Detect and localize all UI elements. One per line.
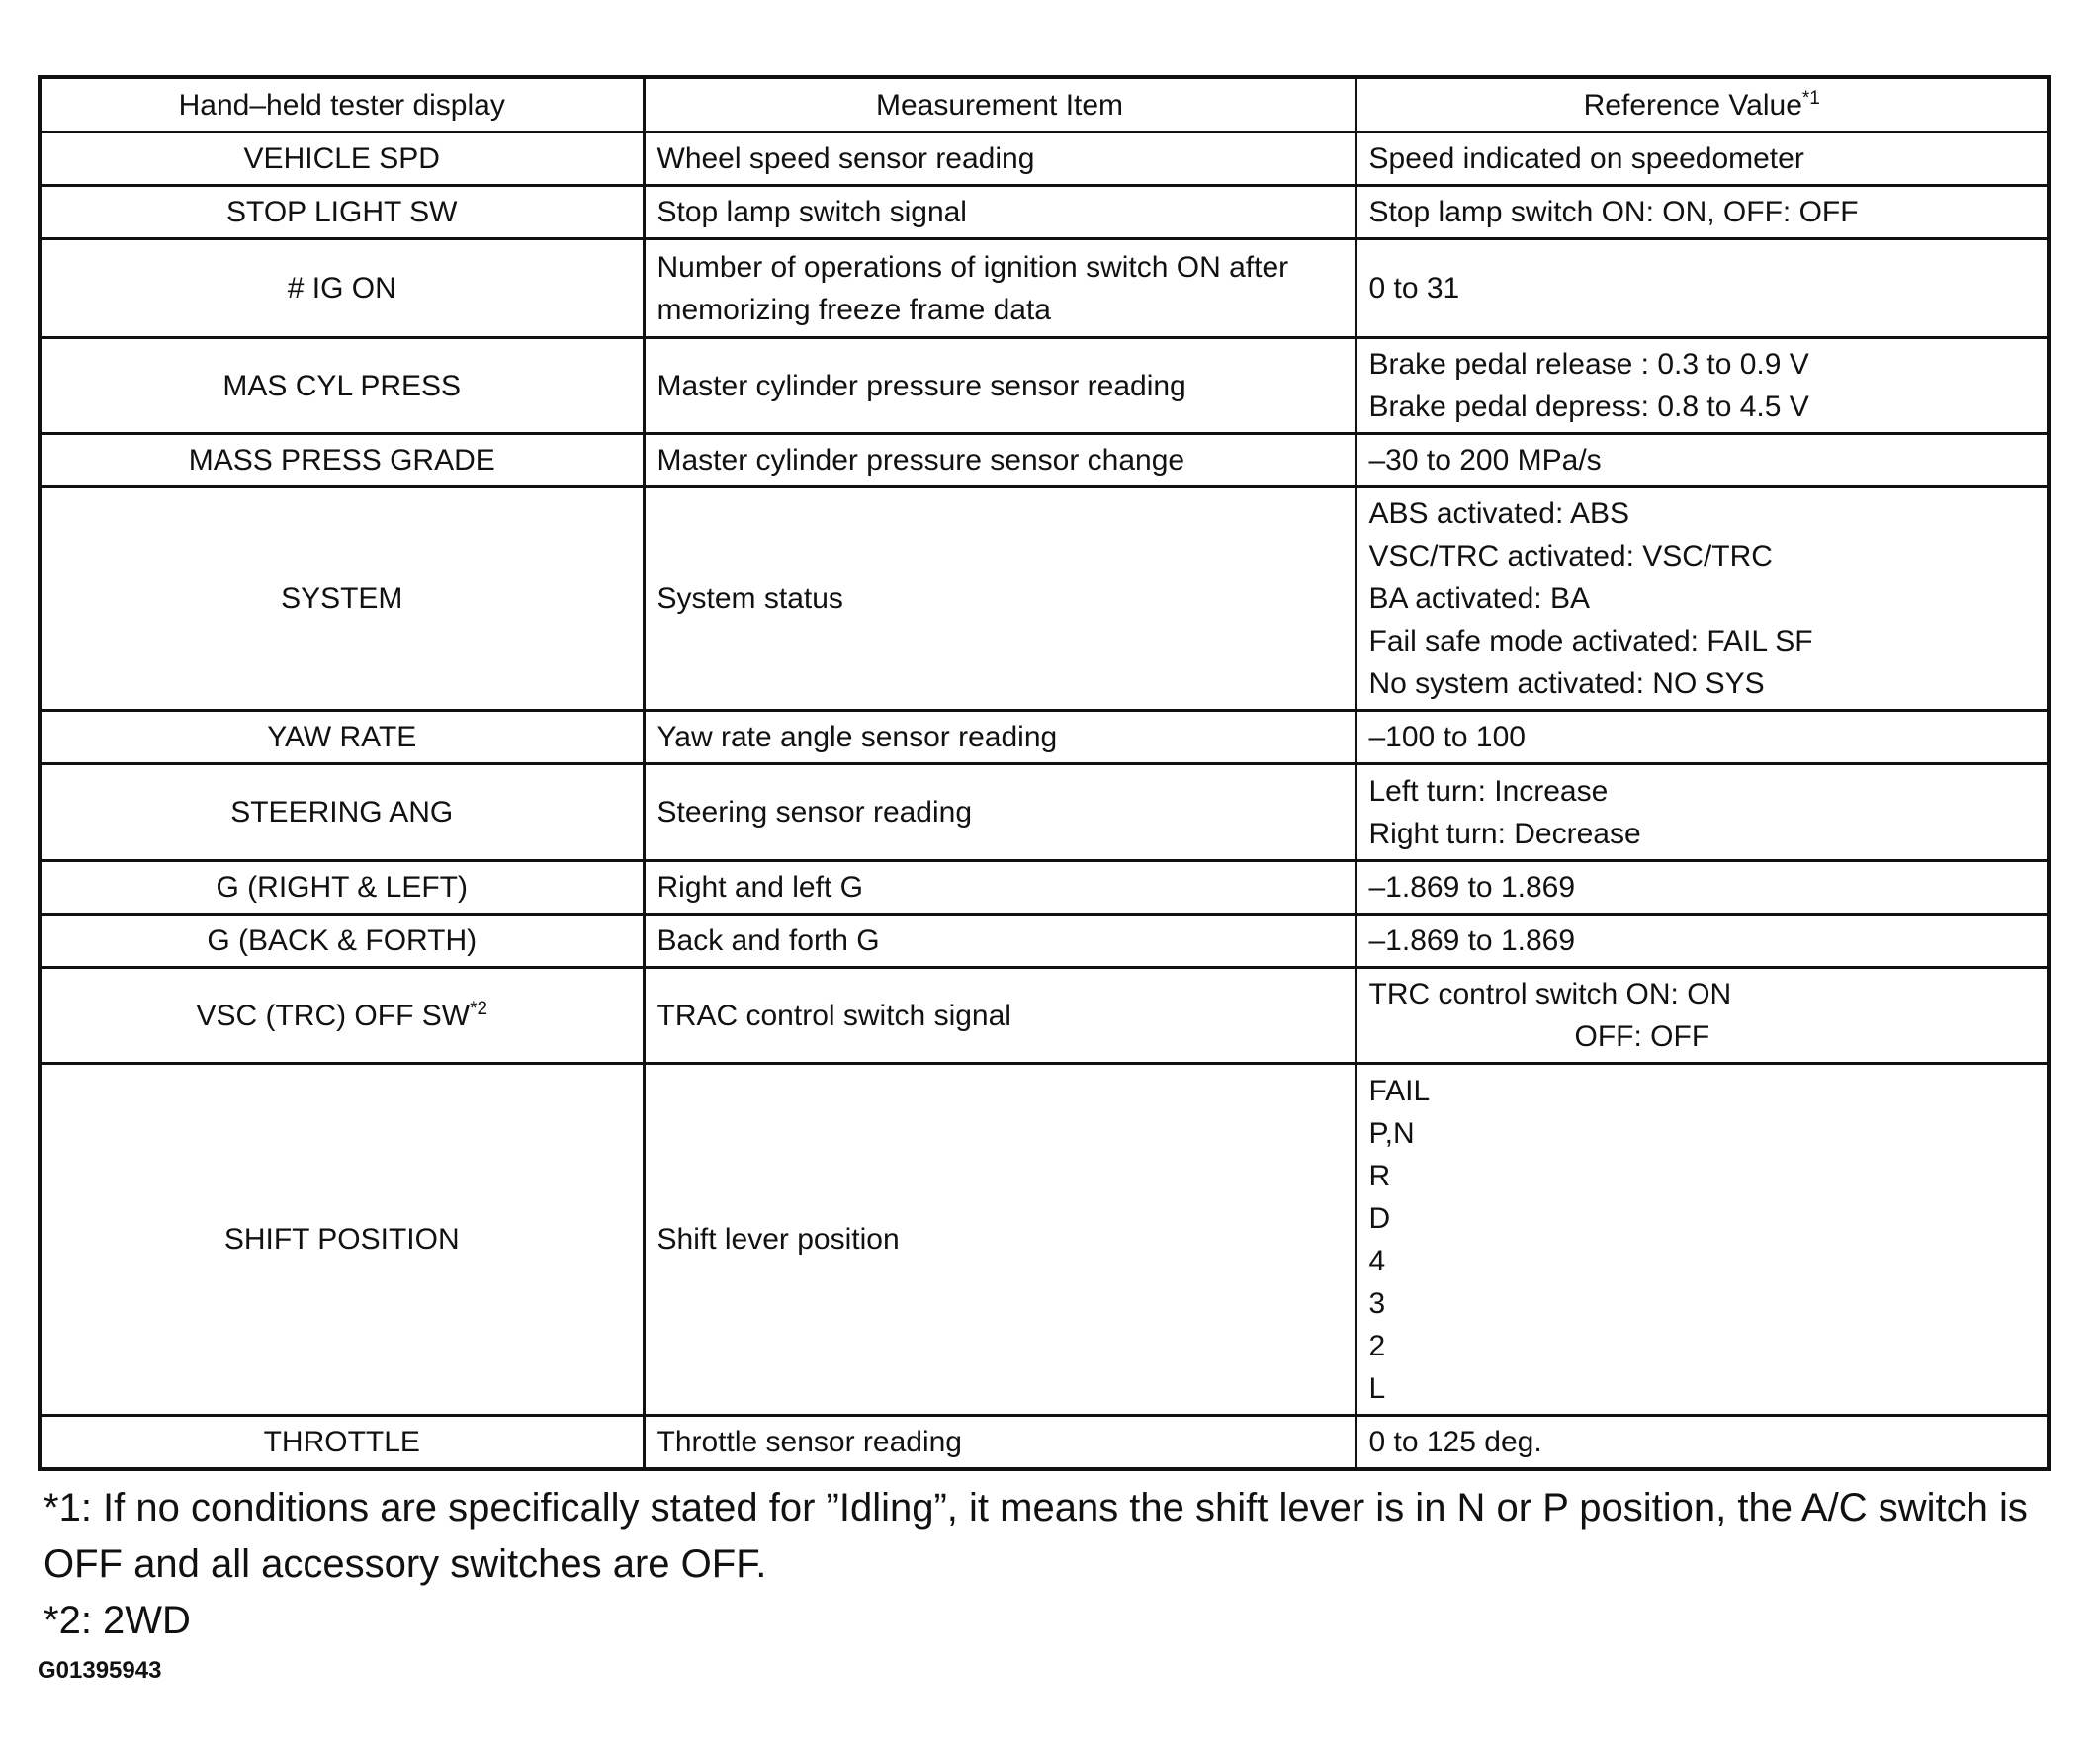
cell-reference-value xyxy=(1356,764,2049,861)
cell-text: MAS CYL PRESS xyxy=(222,369,462,402)
table-row xyxy=(40,1416,2049,1470)
cell-line: Throttle sensor reading xyxy=(656,1426,962,1458)
cell-line: L xyxy=(1368,1371,1386,1405)
table-body xyxy=(40,132,2049,1470)
cell-measurement-item xyxy=(644,1416,1356,1470)
cell-line: 3 xyxy=(1368,1286,1386,1320)
table-row xyxy=(40,132,2049,186)
cell-line: Number of operations of ignition switch ON after xyxy=(656,250,1289,284)
table-row xyxy=(40,487,2049,711)
cell-tester-display xyxy=(40,1064,644,1416)
cell-measurement-item xyxy=(644,239,1356,338)
cell-text: STOP LIGHT SW xyxy=(226,196,458,228)
cell-line: Steering sensor reading xyxy=(656,796,973,829)
cell-text: G (BACK & FORTH) xyxy=(207,924,478,957)
cell-measurement-item xyxy=(644,968,1356,1064)
cell-line: P,N xyxy=(1368,1116,1415,1150)
cell-line: TRAC control switch signal xyxy=(656,999,1011,1032)
figure-id: G01395943 xyxy=(38,1657,162,1684)
cell-line: Back and forth G xyxy=(656,924,880,957)
cell-line: –1.869 to 1.869 xyxy=(1368,924,1576,957)
table-row xyxy=(40,434,2049,487)
cell-line: Yaw rate angle sensor reading xyxy=(656,721,1058,753)
cell-tester-display xyxy=(40,338,644,434)
cell-line: OFF: OFF xyxy=(1574,1020,1710,1053)
cell-line: FAIL xyxy=(1368,1074,1431,1107)
cell-line: Right and left G xyxy=(656,871,863,904)
cell-measurement-item xyxy=(644,338,1356,434)
cell-line: No system activated: NO SYS xyxy=(1368,667,1765,700)
cell-text: STEERING ANG xyxy=(230,796,454,829)
table-row xyxy=(40,968,2049,1064)
cell-line: Wheel speed sensor reading xyxy=(656,142,1035,175)
cell-line: Stop lamp switch ON: ON, OFF: OFF xyxy=(1368,196,1859,228)
header-reference-value xyxy=(1356,77,2049,132)
cell-line: System status xyxy=(656,582,843,615)
cell-line: Shift lever position xyxy=(656,1223,900,1256)
cell-line: D xyxy=(1368,1201,1391,1235)
cell-reference-value xyxy=(1356,1416,2049,1470)
header-measurement-item xyxy=(644,77,1356,132)
cell-text: VEHICLE SPD xyxy=(243,142,440,175)
cell-line: Speed indicated on speedometer xyxy=(1368,142,1804,175)
cell-line: Master cylinder pressure sensor change xyxy=(656,444,1185,477)
header-text: Reference Value xyxy=(1583,88,1802,122)
cell-reference-value xyxy=(1356,861,2049,915)
cell-reference-value xyxy=(1356,968,2049,1064)
cell-reference-value xyxy=(1356,434,2049,487)
cell-reference-value xyxy=(1356,132,2049,186)
table-row xyxy=(40,711,2049,764)
footnote-1: *1: If no conditions are specifically stated for ”Idling”, it means the shift lever is in N or P position, the A/C switch is OFF and all accessory switches are OFF. xyxy=(44,1486,2028,1586)
cell-text: VSC (TRC) OFF SW xyxy=(196,999,471,1032)
cell-line: Left turn: Increase xyxy=(1368,774,1609,808)
cell-line: TRC control switch ON: ON xyxy=(1368,978,1732,1010)
table-row xyxy=(40,186,2049,239)
cell-line: 4 xyxy=(1368,1244,1386,1277)
table-header-row xyxy=(40,77,2049,132)
cell-measurement-item xyxy=(644,1064,1356,1416)
header-superscript: *1 xyxy=(1801,87,1820,109)
cell-reference-value xyxy=(1356,338,2049,434)
footnotes xyxy=(44,1480,2090,1649)
cell-tester-display xyxy=(40,434,644,487)
cell-line: 0 to 125 deg. xyxy=(1368,1426,1542,1458)
cell-reference-value xyxy=(1356,1064,2049,1416)
cell-measurement-item xyxy=(644,861,1356,915)
cell-reference-value xyxy=(1356,487,2049,711)
cell-line: Brake pedal release : 0.3 to 0.9 V xyxy=(1368,348,1809,381)
cell-line: –1.869 to 1.869 xyxy=(1368,871,1576,904)
header-tester-display xyxy=(40,77,644,132)
cell-line: 2 xyxy=(1368,1329,1386,1362)
reference-value-table xyxy=(38,75,2051,1471)
cell-text: SYSTEM xyxy=(281,582,403,615)
cell-line: VSC/TRC activated: VSC/TRC xyxy=(1368,540,1773,572)
cell-reference-value xyxy=(1356,186,2049,239)
table-row xyxy=(40,764,2049,861)
cell-line: Brake pedal depress: 0.8 to 4.5 V xyxy=(1368,391,1809,423)
cell-reference-value xyxy=(1356,711,2049,764)
header-text: Measurement Item xyxy=(875,88,1124,122)
cell-tester-display xyxy=(40,487,644,711)
cell-superscript: *2 xyxy=(470,998,488,1019)
table-row xyxy=(40,338,2049,434)
cell-line: R xyxy=(1368,1159,1391,1192)
cell-reference-value xyxy=(1356,239,2049,338)
table-row xyxy=(40,915,2049,968)
cell-text: SHIFT POSITION xyxy=(223,1223,460,1256)
table-row xyxy=(40,861,2049,915)
cell-tester-display xyxy=(40,186,644,239)
table-row xyxy=(40,239,2049,338)
cell-line: Stop lamp switch signal xyxy=(656,196,967,228)
cell-measurement-item xyxy=(644,915,1356,968)
cell-tester-display xyxy=(40,1416,644,1470)
table-row xyxy=(40,1064,2049,1416)
cell-tester-display xyxy=(40,132,644,186)
cell-tester-display xyxy=(40,711,644,764)
cell-line: 0 to 31 xyxy=(1368,272,1460,305)
cell-measurement-item xyxy=(644,132,1356,186)
cell-line: –100 to 100 xyxy=(1368,721,1526,753)
cell-tester-display xyxy=(40,764,644,861)
cell-tester-display xyxy=(40,861,644,915)
cell-line: –30 to 200 MPa/s xyxy=(1368,444,1602,477)
cell-measurement-item xyxy=(644,186,1356,239)
cell-tester-display xyxy=(40,915,644,968)
cell-text: THROTTLE xyxy=(263,1426,420,1458)
cell-measurement-item xyxy=(644,711,1356,764)
cell-measurement-item xyxy=(644,764,1356,861)
cell-text: MASS PRESS GRADE xyxy=(188,444,495,477)
cell-line: Fail safe mode activated: FAIL SF xyxy=(1368,625,1813,657)
cell-measurement-item xyxy=(644,487,1356,711)
cell-line: Right turn: Decrease xyxy=(1368,817,1641,850)
cell-measurement-item xyxy=(644,434,1356,487)
cell-text: # IG ON xyxy=(287,272,396,305)
cell-line: BA activated: BA xyxy=(1368,582,1590,615)
cell-text: YAW RATE xyxy=(267,721,417,753)
header-text: Hand–held tester display xyxy=(178,88,505,122)
cell-reference-value xyxy=(1356,915,2049,968)
cell-tester-display xyxy=(40,968,644,1064)
cell-line: ABS activated: ABS xyxy=(1368,497,1629,530)
cell-text: G (RIGHT & LEFT) xyxy=(216,871,468,904)
cell-line: memorizing freeze frame data xyxy=(656,293,1051,326)
footnote-2: *2: 2WD xyxy=(44,1599,191,1642)
cell-line: Master cylinder pressure sensor reading xyxy=(656,369,1186,402)
cell-tester-display xyxy=(40,239,644,338)
